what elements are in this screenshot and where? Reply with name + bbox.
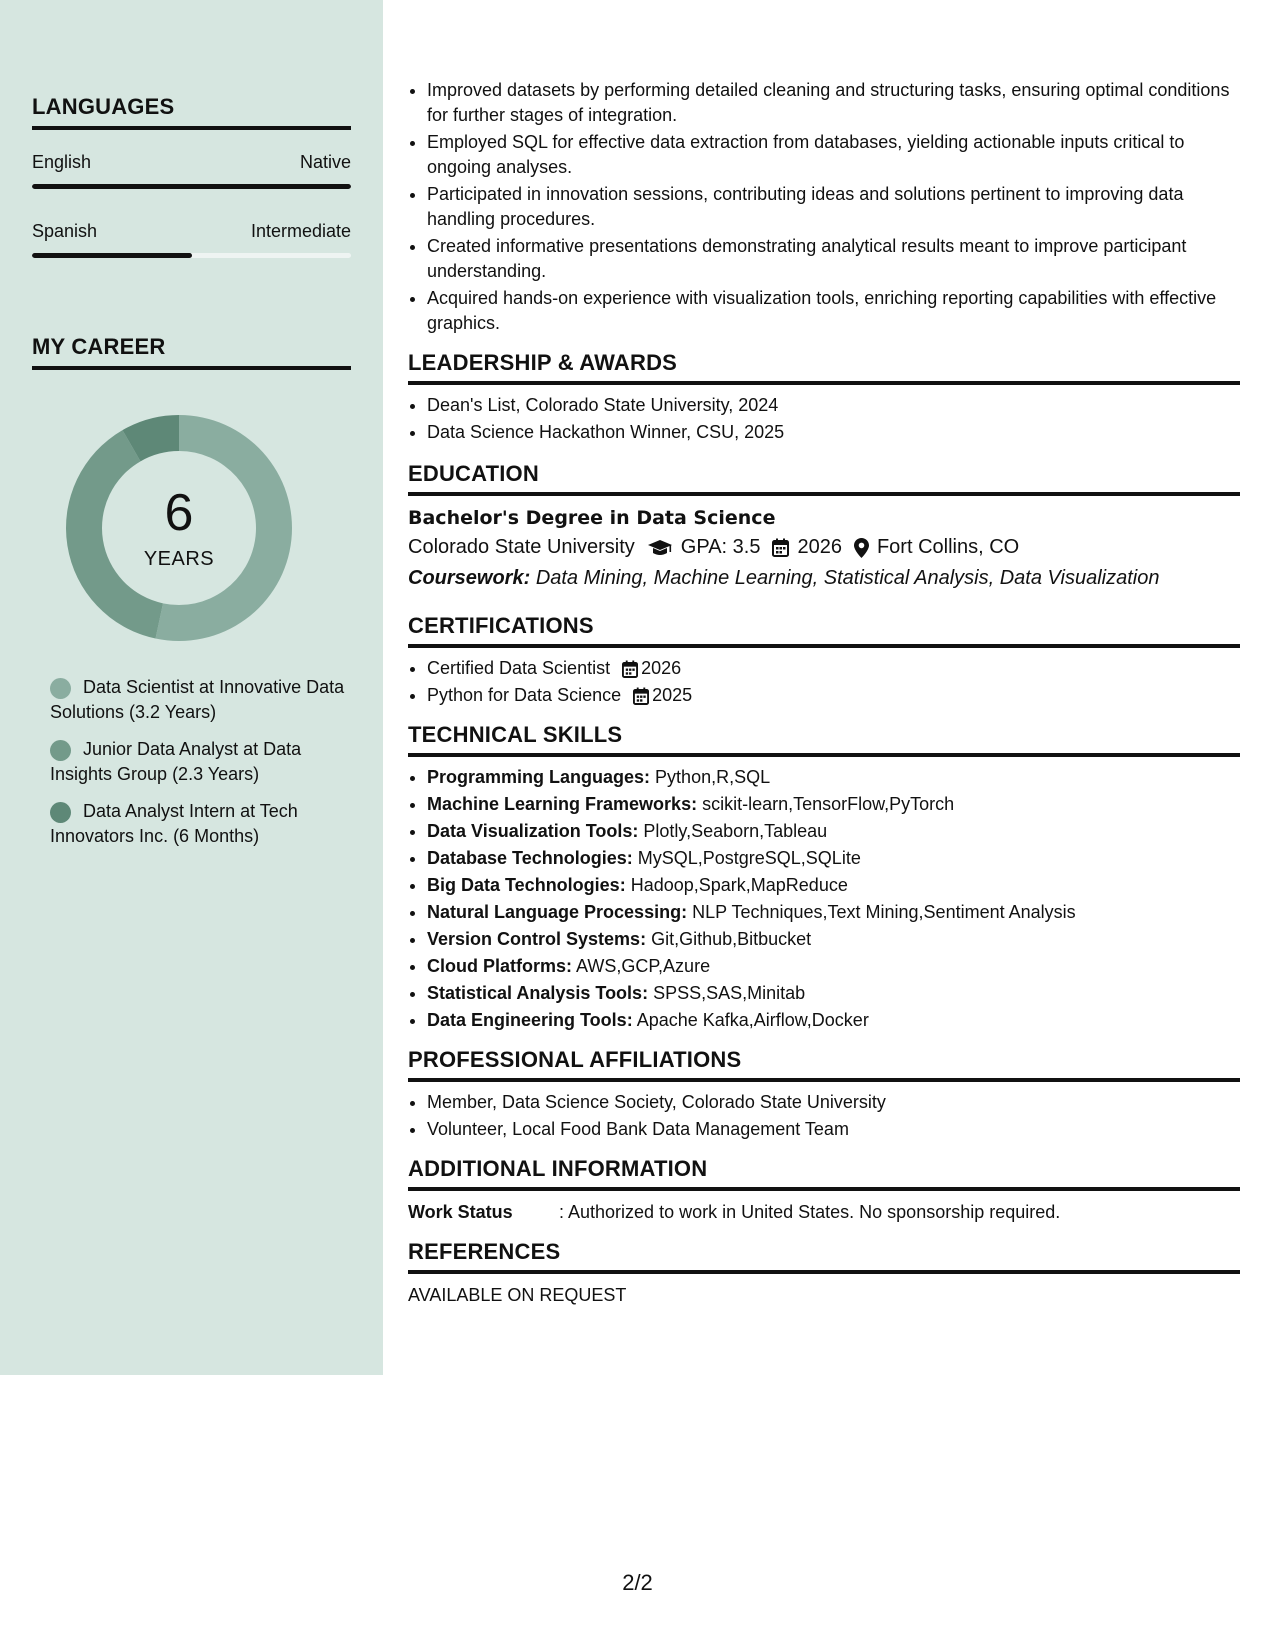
languages-heading: LANGUAGES bbox=[32, 94, 351, 130]
certification-item bbox=[427, 683, 1240, 708]
experience-bullet: • Employed SQL for effective data extraction from databases, yielding actionable inputs critical to ongoing analyses. bbox=[427, 130, 1240, 180]
skill-item bbox=[427, 846, 1240, 871]
certifications-heading: CERTIFICATIONS bbox=[408, 613, 1240, 648]
experience-bullet: • Improved datasets by performing detailed cleaning and structuring tasks, ensuring optimal conditions for further stages of integration. bbox=[427, 78, 1240, 128]
skill-value: Apache Kafka,Airflow,Docker bbox=[636, 1010, 869, 1030]
skill-label: Data Visualization Tools: bbox=[427, 821, 639, 841]
degree-title: Bachelor's Degree in Data Science bbox=[408, 507, 776, 529]
language-level: Native bbox=[299, 152, 351, 172]
work-status-label: Work Status bbox=[408, 1202, 513, 1222]
work-status-value: : Authorized to work in United States. No sponsorship required. bbox=[559, 1202, 1061, 1222]
skill-item bbox=[427, 765, 1240, 790]
proficiency-fill bbox=[32, 253, 192, 258]
graduation-year: 2026 bbox=[797, 536, 842, 558]
skill-value: Plotly,Seaborn,Tableau bbox=[643, 821, 828, 841]
proficiency-fill bbox=[32, 184, 351, 189]
school-name: Colorado State University bbox=[408, 536, 635, 558]
skill-item bbox=[427, 1008, 1240, 1033]
career-legend bbox=[50, 675, 350, 861]
leadership-heading: LEADERSHIP & AWARDS bbox=[408, 350, 1240, 385]
language-name: Spanish bbox=[32, 221, 98, 241]
skill-item bbox=[427, 981, 1240, 1006]
skill-item bbox=[427, 900, 1240, 925]
skill-label: Cloud Platforms: bbox=[427, 956, 573, 976]
skill-value: scikit-learn,TensorFlow,PyTorch bbox=[702, 794, 955, 814]
legend-dot bbox=[50, 678, 71, 699]
career-total-unit: YEARS bbox=[143, 548, 215, 570]
skill-label: Version Control Systems: bbox=[427, 929, 647, 949]
language-level: Intermediate bbox=[250, 221, 351, 241]
career-total-years: 6 bbox=[164, 484, 194, 542]
certification-item bbox=[427, 656, 1240, 681]
skill-label: Big Data Technologies: bbox=[427, 875, 626, 895]
career-heading: MY CAREER bbox=[32, 334, 351, 370]
affiliation-item: • Volunteer, Local Food Bank Data Management Team bbox=[427, 1117, 1240, 1142]
skill-value: NLP Techniques,Text Mining,Sentiment Analysis bbox=[692, 902, 1076, 922]
experience-bullet: • Acquired hands-on experience with visualization tools, enriching reporting capabilities with effective graphics. bbox=[427, 286, 1240, 336]
calendar-icon bbox=[772, 538, 789, 557]
skill-value: Python,R,SQL bbox=[655, 767, 771, 787]
affiliations-list bbox=[408, 1090, 1240, 1142]
work-status-row bbox=[408, 1199, 1240, 1225]
skill-label: Machine Learning Frameworks: bbox=[427, 794, 698, 814]
affiliation-item: • Member, Data Science Society, Colorado State University bbox=[427, 1090, 1240, 1115]
leadership-item: • Dean's List, Colorado State University, 2024 bbox=[427, 393, 1240, 418]
language-proficiency-bar-english bbox=[32, 184, 351, 189]
coursework bbox=[408, 563, 1240, 593]
skill-item bbox=[427, 873, 1240, 898]
language-name: English bbox=[32, 152, 92, 172]
skill-label: Statistical Analysis Tools: bbox=[427, 983, 649, 1003]
coursework-label: Coursework: bbox=[408, 567, 531, 589]
page-number: 2/2 bbox=[622, 1570, 653, 1595]
skill-label: Natural Language Processing: bbox=[427, 902, 688, 922]
references-text: AVAILABLE ON REQUEST bbox=[408, 1285, 627, 1305]
career-legend-item bbox=[50, 675, 350, 725]
career-label: Data Analyst Intern at Tech Innovators Inc. (6 Months) bbox=[50, 801, 298, 846]
skill-value: MySQL,PostgreSQL,SQLite bbox=[637, 848, 861, 868]
calendar-icon bbox=[622, 660, 638, 678]
language-row-spanish bbox=[32, 221, 351, 242]
certification-name: • Certified Data Scientist bbox=[427, 658, 611, 678]
skill-item bbox=[427, 954, 1240, 979]
sidebar bbox=[0, 0, 383, 1375]
skill-value: SPSS,SAS,Minitab bbox=[653, 983, 806, 1003]
additional-info-heading: ADDITIONAL INFORMATION bbox=[408, 1156, 1240, 1191]
references-heading: REFERENCES bbox=[408, 1239, 1240, 1274]
language-row-english bbox=[32, 152, 351, 173]
leadership-list bbox=[408, 393, 1240, 445]
skill-value: Hadoop,Spark,MapReduce bbox=[630, 875, 848, 895]
certification-year: 2025 bbox=[652, 685, 693, 705]
career-legend-item bbox=[50, 737, 350, 787]
skill-value: AWS,GCP,Azure bbox=[576, 956, 711, 976]
certification-name: • Python for Data Science bbox=[427, 685, 622, 705]
skills-heading: TECHNICAL SKILLS bbox=[408, 722, 1240, 757]
legend-dot bbox=[50, 802, 71, 823]
location-pin-icon bbox=[854, 538, 869, 558]
skill-value: Git,Github,Bitbucket bbox=[651, 929, 812, 949]
gpa: GPA: 3.5 bbox=[680, 536, 761, 558]
education-heading: EDUCATION bbox=[408, 461, 1240, 496]
experience-bullet: • Participated in innovation sessions, contributing ideas and solutions pertinent to improving data handling procedures. bbox=[427, 182, 1240, 232]
career-label: Data Scientist at Innovative Data Solutions (3.2 Years) bbox=[50, 677, 345, 722]
main-content bbox=[408, 78, 1240, 1308]
skill-label: Programming Languages: bbox=[427, 767, 651, 787]
language-proficiency-bar-spanish bbox=[32, 253, 351, 258]
skill-item bbox=[427, 819, 1240, 844]
affiliations-heading: PROFESSIONAL AFFILIATIONS bbox=[408, 1047, 1240, 1082]
school-location: Fort Collins, CO bbox=[876, 536, 1020, 558]
skill-item bbox=[427, 927, 1240, 952]
certification-year: 2026 bbox=[641, 658, 682, 678]
coursework-list: Data Mining, Machine Learning, Statistical Analysis, Data Visualization bbox=[535, 567, 1160, 589]
skill-label: Data Engineering Tools: bbox=[427, 1010, 633, 1030]
skill-item bbox=[427, 792, 1240, 817]
experience-bullet: • Created informative presentations demonstrating analytical results meant to improve participant understanding. bbox=[427, 234, 1240, 284]
certifications-list bbox=[408, 656, 1240, 708]
career-label: Junior Data Analyst at Data Insights Group (2.3 Years) bbox=[50, 739, 302, 784]
legend-dot bbox=[50, 740, 71, 761]
leadership-item: • Data Science Hackathon Winner, CSU, 2025 bbox=[427, 420, 1240, 445]
skills-list bbox=[408, 765, 1240, 1033]
skill-label: Database Technologies: bbox=[427, 848, 633, 868]
education-details bbox=[408, 532, 1240, 563]
graduation-cap-icon bbox=[647, 539, 673, 557]
experience-bullets bbox=[408, 78, 1240, 336]
calendar-icon bbox=[633, 687, 649, 705]
career-legend-item bbox=[50, 799, 350, 849]
